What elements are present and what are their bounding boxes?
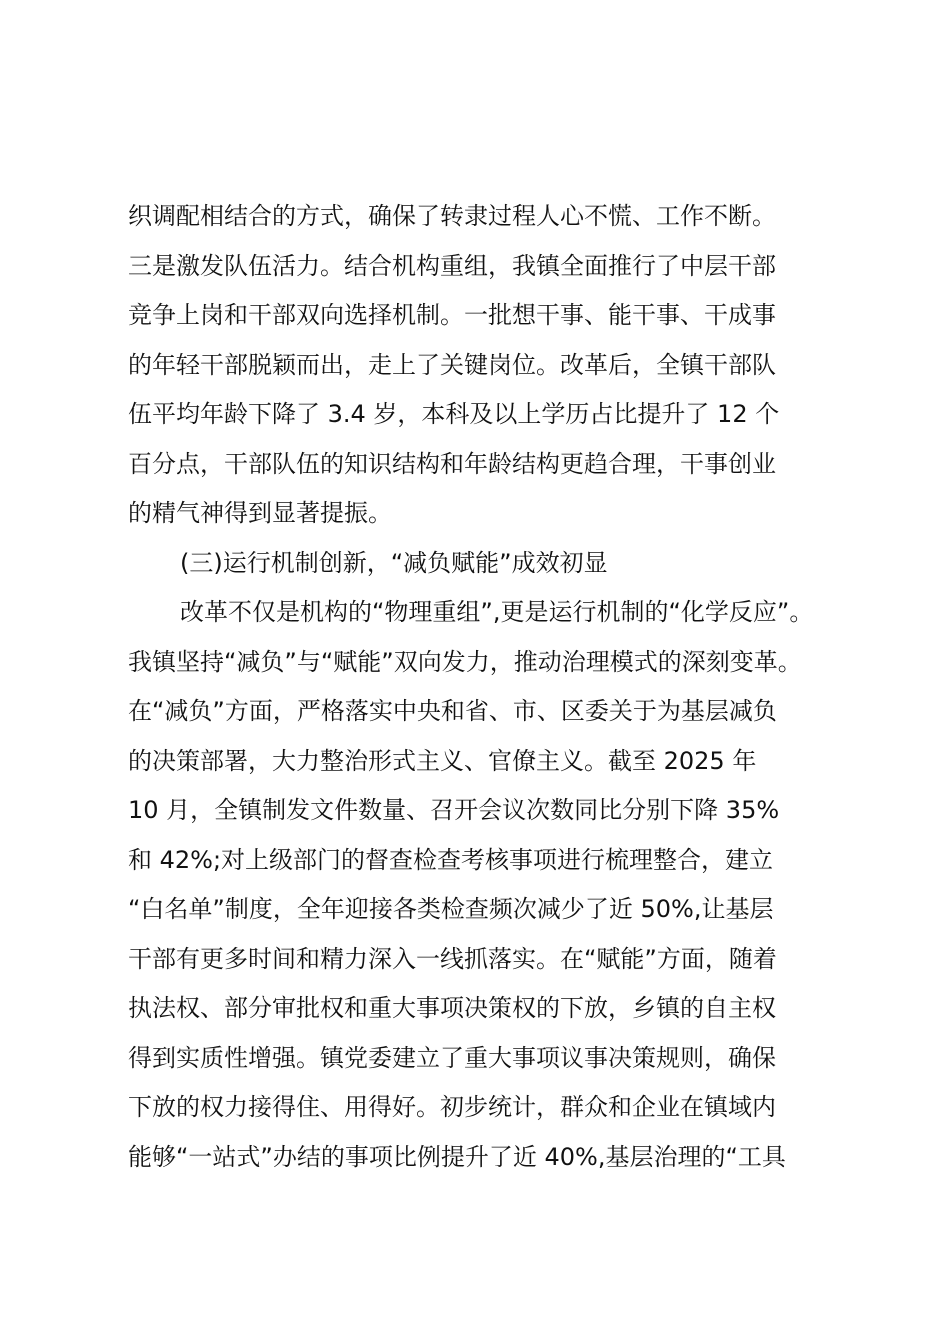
- text-line: 的年轻干部脱颖而出，走上了关键岗位。改革后，全镇干部队: [128, 350, 776, 379]
- text-line: 改革不仅是机构的“物理重组”,更是运行机制的“化学反应”。: [180, 598, 814, 626]
- text-line: 干部有更多时间和精力深入一线抓落实。在“赋能”方面，随着: [128, 944, 777, 973]
- text-line: 和 42%;对上级部门的督查检查考核事项进行梳理整合，建立: [128, 845, 774, 874]
- text-line: 执法权、部分审批权和重大事项决策权的下放，乡镇的自主权: [128, 994, 776, 1022]
- text-line: 伍平均年龄下降了 3.4 岁，本科及以上学历占比提升了 12 个: [128, 400, 780, 428]
- text-line: “白名单”制度，全年迎接各类检查频次减少了近 50%,让基层: [128, 895, 774, 923]
- text-line: 下放的权力接得住、用得好。初步统计，群众和企业在镇域内: [128, 1093, 776, 1121]
- text-line: 百分点，干部队伍的知识结构和年龄结构更趋合理，干事创业: [128, 449, 776, 478]
- section-heading: (三)运行机制创新，“减负赋能”成效初显: [180, 548, 608, 577]
- text-line: 织调配相结合的方式，确保了转隶过程人心不慌、工作不断。: [128, 202, 776, 230]
- text-line: 能够“一站式”办结的事项比例提升了近 40%,基层治理的“工具: [128, 1142, 786, 1171]
- text-line: 10 月，全镇制发文件数量、召开会议次数同比分别下降 35%: [128, 796, 780, 824]
- text-line: 的决策部署，大力整治形式主义、官僚主义。截至 2025 年: [128, 746, 757, 775]
- text-line: 得到实质性增强。镇党委建立了重大事项议事决策规则，确保: [128, 1043, 776, 1072]
- text-line: 竞争上岗和干部双向选择机制。一批想干事、能干事、干成事: [128, 301, 776, 329]
- body-text: [128, 192, 848, 1182]
- text-line: 我镇坚持“减负”与“赋能”双向发力，推动治理模式的深刻变革。: [128, 647, 802, 676]
- text-line: 在“减负”方面，严格落实中央和省、市、区委关于为基层减负: [128, 697, 777, 725]
- text-line: 的精气神得到显著提振。: [128, 499, 392, 527]
- text-line: 三是激发队伍活力。结合机构重组，我镇全面推行了中层干部: [128, 251, 776, 280]
